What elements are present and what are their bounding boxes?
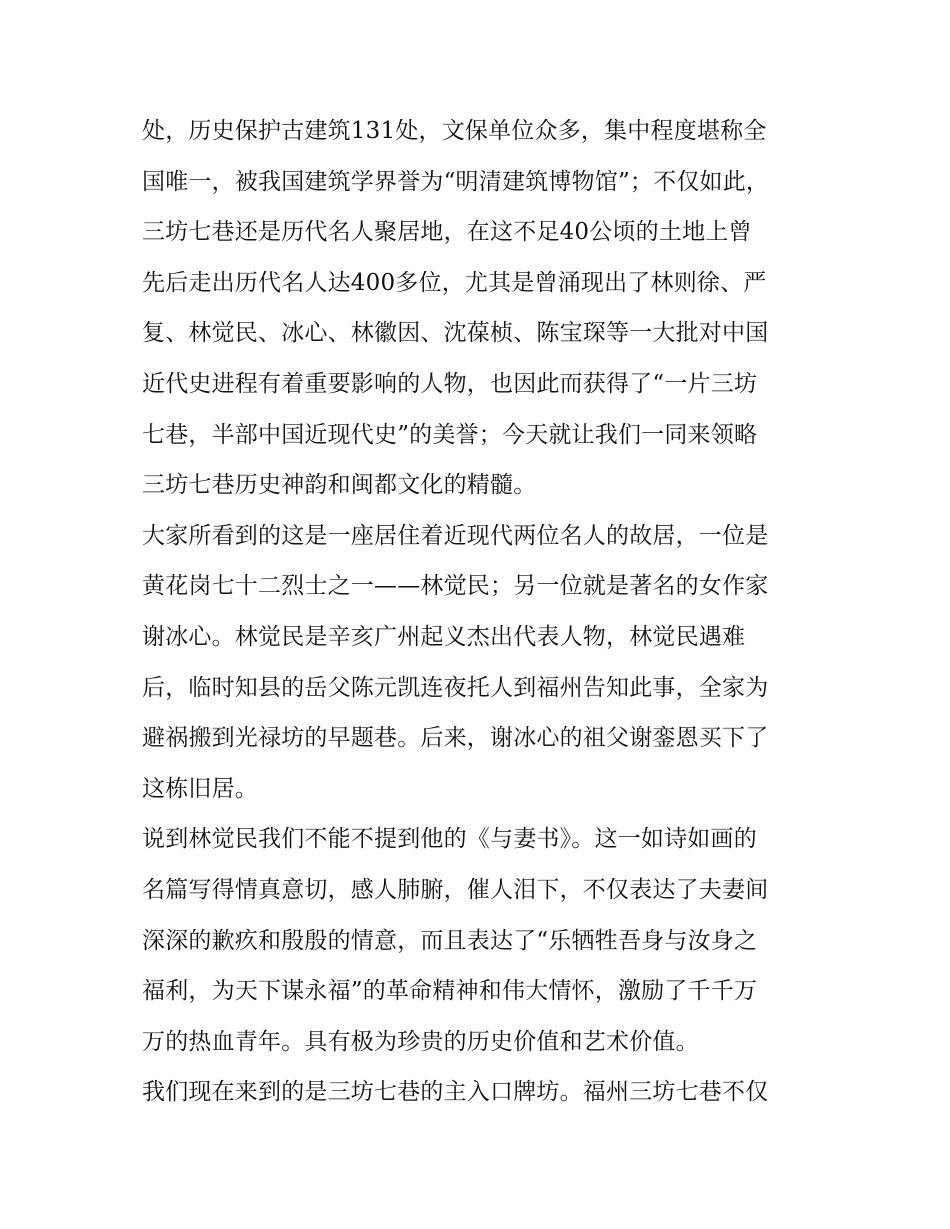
text-line: 万的热血青年。具有极为珍贵的历史价值和艺术价值。: [142, 1028, 699, 1055]
text-line: 国唯一，被我国建筑学界誉为“明清建筑博物馆”；不仅如此，: [142, 168, 770, 195]
text-line: 大家所看到的这是一座居住着近现代两位名人的故居，一位是: [142, 522, 769, 549]
text-line: 谢冰心。林觉民是辛亥广州起义杰出代表人物，林觉民遇难: [142, 623, 746, 650]
text-line: 处，历史保护古建筑131处，文保单位众多，集中程度堪称全: [142, 118, 767, 144]
text-line: 这栋旧居。: [142, 775, 258, 802]
text-line: 福利，为天下谋永福”的革命精神和伟大情怀，激励了千千万: [142, 978, 758, 1005]
text-line: 黄花岗七十二烈士之一——林觉民；另一位就是著名的女作家: [142, 573, 769, 600]
text-line: 深深的歉疚和殷殷的情意，而且表达了“乐牺牲吾身与汝身之: [142, 927, 758, 954]
text-line: 后，临时知县的岳父陈元凯连夜托人到福州告知此事，全家为: [142, 674, 769, 701]
text-line: 我们现在来到的是三坊七巷的主入口牌坊。福州三坊七巷不仅: [142, 1079, 769, 1106]
text-line: 复、林觉民、冰心、林徽因、沈葆桢、陈宝琛等一大批对中国: [142, 320, 769, 347]
text-line: 说到林觉民我们不能不提到他的《与妻书》。这一如诗如画的: [142, 826, 757, 853]
text-line: 避祸搬到光禄坊的早题巷。后来，谢冰心的祖父谢銮恩买下了: [142, 725, 769, 752]
text-line: 先后走出历代名人达400多位，尤其是曾涌现出了林则徐、严: [142, 269, 767, 296]
text-line: 三坊七巷还是历代名人聚居地，在这不足40公顷的土地上曾: [142, 219, 752, 246]
text-line: 名篇写得情真意切，感人肺腑，催人泪下，不仅表达了夫妻间: [142, 876, 769, 903]
body-text: [142, 106, 817, 1118]
text-line: 三坊七巷历史神韵和闽都文化的精髓。: [142, 472, 537, 499]
text-line: 七巷，半部中国近现代史”的美誉；今天就让我们一同来领略: [142, 421, 758, 448]
text-line: 近代史进程有着重要影响的人物，也因此而获得了“一片三坊: [142, 370, 758, 397]
